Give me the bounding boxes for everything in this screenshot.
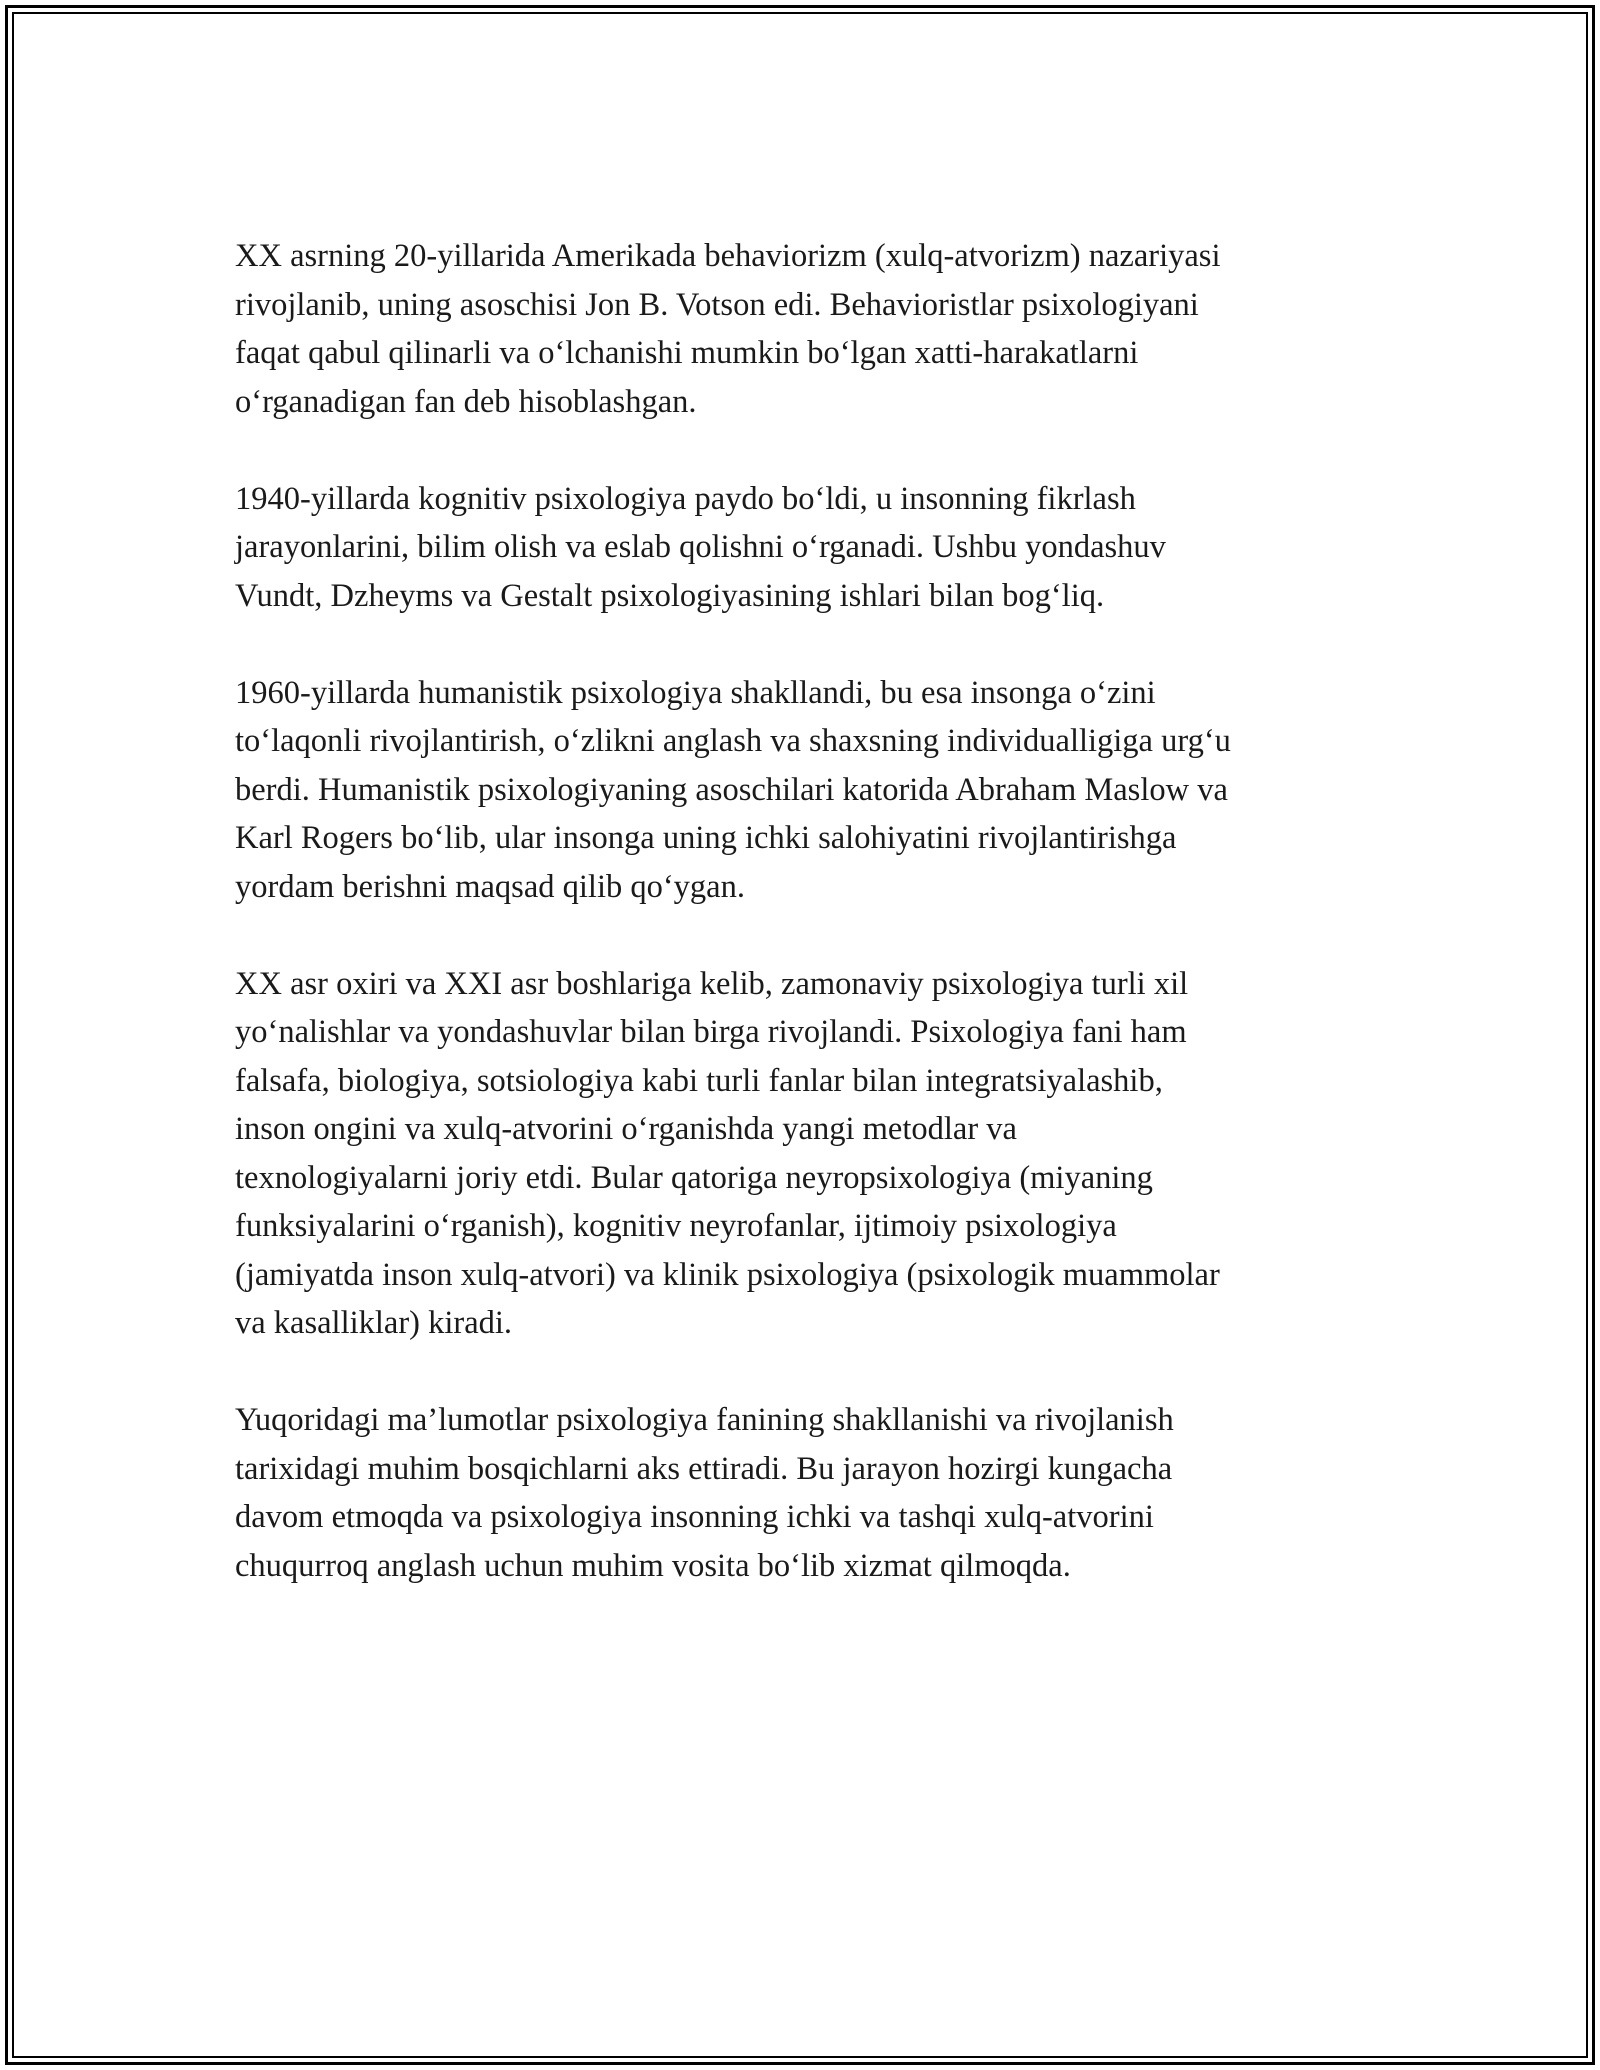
paragraph-behaviorism: XX asrning 20-yillarida Amerikada behaviorizm (xulq-atvorizm) nazariyasi rivojlanib, uning asoschisi Jon B. Votson edi. Behavioristlar psixologiyani faqat qabul qilinarli va o‘lchanishi mumkin bo‘lgan xatti-harakatlarni o‘rganadigan fan deb hisoblashgan. [235,238,1221,420]
paragraph-conclusion: Yuqoridagi ma’lumotlar psixologiya fanining shakllanishi va rivojlanish tarixidagi muhim bosqichlarni aks ettiradi. Bu jarayon hozirgi kungacha davom etmoqda va psixologiya insonning ichki va tashqi xulq-atvorini chuqurroq anglash uchun muhim vosita bo‘lib xizmat qilmoqda. [235,1402,1174,1584]
paragraph-cognitive-psychology: 1940-yillarda kognitiv psixologiya paydo bo‘ldi, u insonning fikrlash jarayonlarini, bilim olish va eslab qolishni o‘rganadi. Ushbu yondashuv Vundt, Dzheyms va Gestalt psixologiyasining ishlari bilan bog‘liq. [235,480,1166,614]
document-body [235,232,1375,1639]
paragraph-modern-psychology: XX asr oxiri va XXI asr boshlariga kelib, zamonaviy psixologiya turli xil yo‘nalishlar va yondashuvlar bilan birga rivojlandi. Psixologiya fani ham falsafa, biologiya, sotsiologiya kabi turli fanlar bilan integratsiyalashib, inson ongini va xulq-atvorini o‘rganishda yangi metodlar va texnologiyalarni joriy etdi. Bular qatoriga neyropsixologiya (miyaning funksiyalarini o‘rganish), kognitiv neyrofanlar, ijtimoiy psixologiya (jamiyatda inson xulq-atvori) va klinik psixologiya (psixologik muammolar va kasalliklar) kiradi. [235,965,1220,1341]
paragraph-humanistic-psychology: 1960-yillarda humanistik psixologiya shakllandi, bu esa insonga o‘zini to‘laqonli rivojlantirish, o‘zlikni anglash va shaxsning individualligiga urg‘u berdi. Humanistik psixologiyaning asoschilari katorida Abraham Maslow va Karl Rogers bo‘lib, ular insonga uning ichki salohiyatini rivojlantirishga yordam berishni maqsad qilib qo‘ygan. [235,674,1231,905]
